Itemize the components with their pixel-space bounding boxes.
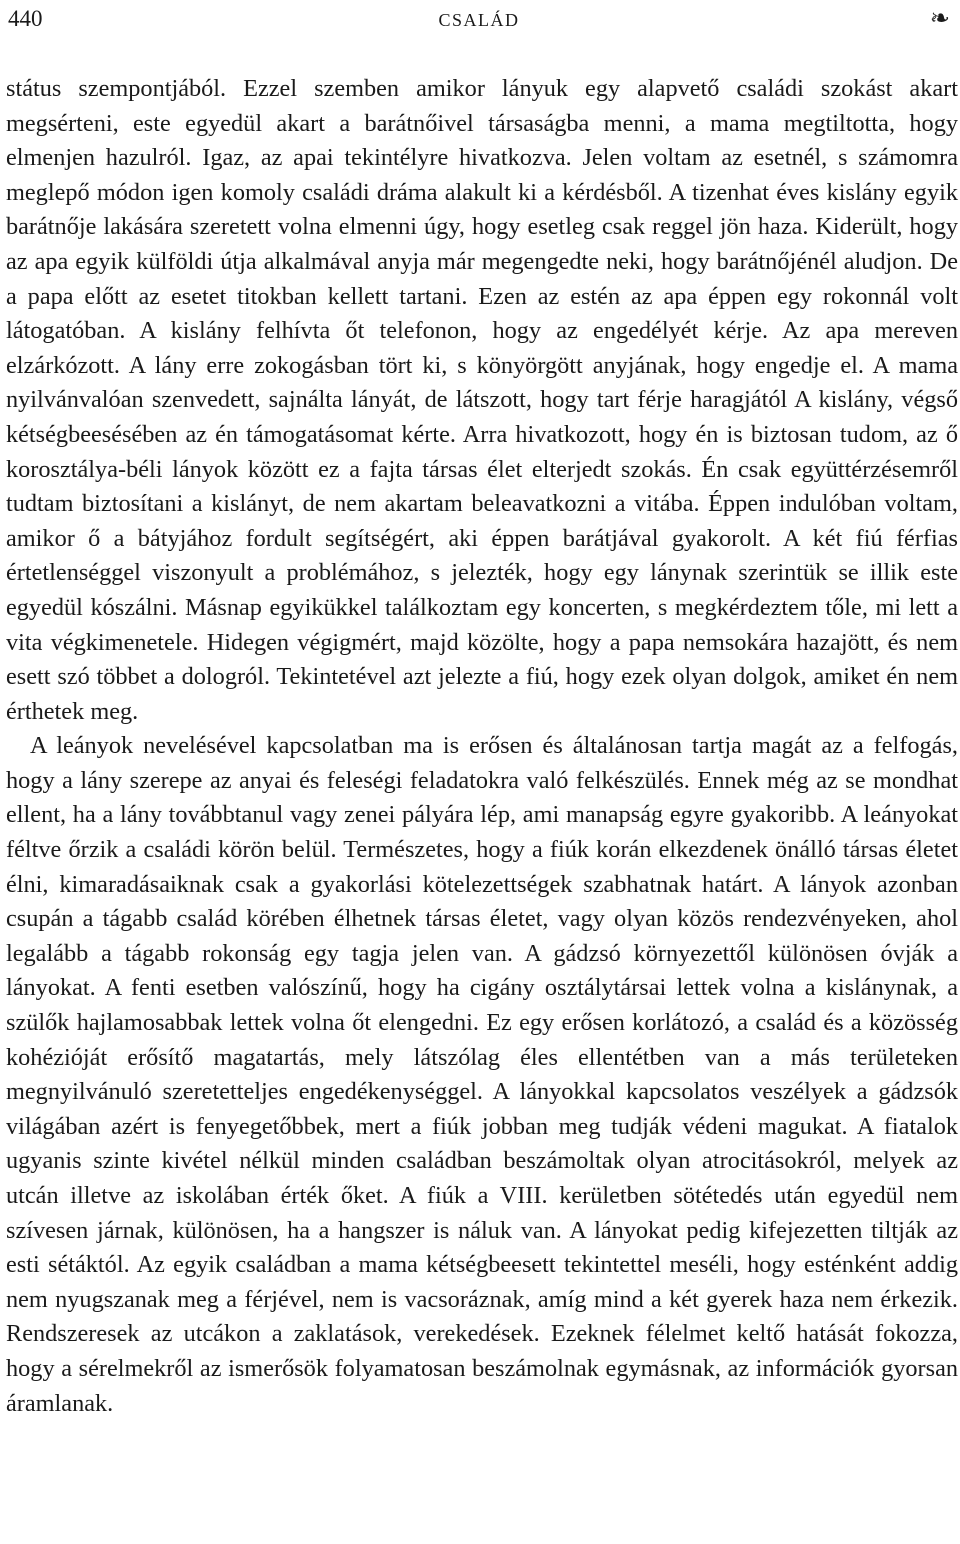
body-text (6, 72, 958, 1421)
paragraph-leanyok-neveles: A leányok nevelésével kapcsolatban ma is erősen és általánosan tartja magát az a felfogás, hogy a lány szerepe az anyai és feleségi feladatokra való felkészülés. Ennek még az se mondhat ellent, ha a lány továbbtanul vagy zenei pályára lép, ami manapság egyre gyakoribb. A leányokat féltve őrzik a családi körön belül. Természetes, hogy a fiúk korán elkezdenek önálló társas életet élni, kimaradásaiknak csak a gyakorlási kötelezettségek szabhatnak határt. A lányok azonban csupán a tágabb család körében élhetnek társas életet, vagy olyan közös rendezvényeken, ahol legalább a tágabb rokonság egy tagja jelen van. A gádzsó környezettől különösen óvják a lányokat. A fenti esetben valószínű, hogy ha cigány osztálytársai lettek volna a kislánynak, a szülők hajlamosabbak lettek volna őt elengedni. Ez egy erősen korlátozó, a család és a közösség kohézióját erősítő magatartás, mely látszólag éles ellentétben van a más területeken megnyilvánuló szeretetteljes engedékenységgel. A lányokkal kapcsolatos veszélyek a gádzsók világában azért is fenyegetőbbek, mert a fiúk jobban meg tudják védeni magukat. A fiatalok ugyanis szinte kivétel nélkül minden családban beszámoltak olyan atrocitásokról, melyek az utcán illetve az iskolában érték őket. A fiúk a VIII. kerületben sötétedés után egyedül nem szívesen járnak, különösen, ha a hangszer is náluk van. A lányokat pedig kifejezetten tiltják az esti sétáktól. Az egyik családban a mama kétségbeesett tekintettel meséli, hogy esténként addig nem nyugszanak meg a férjével, nem is vacsoráznak, amíg mind a két gyerek haza nem érkezik. Rendszeresek az utcákon a zaklatások, verekedések. Ezeknek félelmet keltő hatását fokozza, hogy a sérelmekről az ismerősök folyamatosan beszámolnak egymásnak, az információk gyorsan áramlanak. (6, 732, 958, 1417)
running-head (8, 4, 950, 34)
chapter-title: CSALÁD (438, 10, 520, 30)
page-number: 440 (8, 6, 43, 31)
paragraph-continuation: státus szempontjából. Ezzel szemben amikor lányuk egy alapvető családi szokást akart megsérteni, este egyedül akart a barátnőivel társaságba menni, a mama megtiltotta, hogy elmenjen hazulról. Igaz, az apai tekintélyre hivatkozva. Jelen voltam az esetnél, s számomra meglepő módon igen komoly családi dráma alakult ki a kérdésből. A tizenhat éves kislány egyik barátnője lakására szeretett volna elmenni úgy, hogy esetleg csak reggel jön haza. Kiderült, hogy az apa egyik külföldi útja alkalmával anyja már megengedte neki, hogy barátnőjénél aludjon. De a papa előtt az esetet titokban kellett tartani. Ezen az estén az apa éppen egy rokonnál volt látogatóban. A kislány felhívta őt telefonon, hogy az engedélyét kérje. Az apa mereven elzárkózott. A lány erre zokogásban tört ki, s könyörgött anyjának, hogy engedje el. A mama nyilvánvalóan szenvedett, sajnálta lányát, de látszott, hogy tart férje haragjától A kislány, végső kétségbeesésében az én támogatásomat kérte. Arra hivatkozott, hogy én is biztosan tudom, az ő korosztálya-béli lányok között ez a fajta társas élet elterjedt szokás. Én csak együttérzésemről tudtam biztosítani a kislányt, de nem akartam beleavatkozni a vitába. Éppen indulóban voltam, amikor ő a bátyjához fordult segítségért, aki éppen barátjával gyakorolt. A két fiú férfias értetlenséggel viszonyult a problémához, s jelezték, hogy egy lánynak szerintük se illik este egyedül kószálni. Másnap egyikükkel találkoztam egy koncerten, s megkérdeztem tőle, mi lett a vita végkimenetele. Hidegen végigmért, majd közölte, hogy a papa nemsokára hazajött, és nem esett szó többet a dologról. Tekintetével azt jelezte a fiú, hogy ezek olyan dolgok, amiket én nem érthetek meg. (6, 75, 958, 725)
fleuron-ornament-icon: ❧ (929, 6, 950, 32)
